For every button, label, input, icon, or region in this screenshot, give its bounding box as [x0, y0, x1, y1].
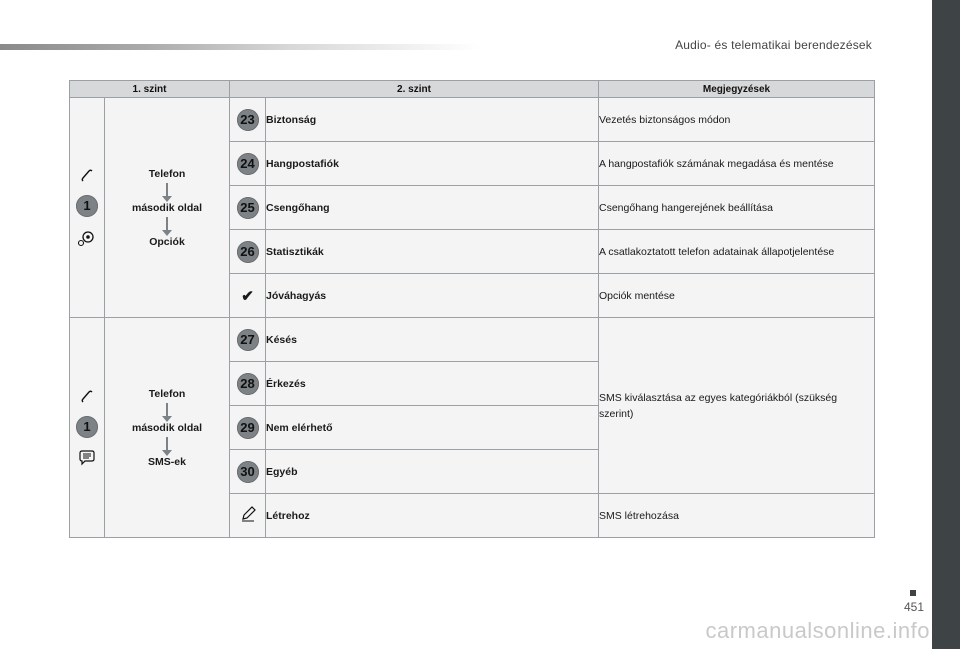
- table-row: [70, 98, 875, 142]
- path-step: Opciók: [149, 235, 185, 248]
- pencil-icon: [240, 506, 256, 522]
- col-header-level1: 1. szint: [70, 81, 230, 98]
- message-bubble-icon: [78, 450, 96, 466]
- item-name: Egyéb: [266, 450, 599, 494]
- item-name: Késés: [266, 318, 599, 362]
- item-note: Csengőhang hangerejének beállítása: [599, 186, 875, 230]
- level1-icons-cell: [70, 318, 105, 538]
- path-step: második oldal: [131, 201, 203, 214]
- item-name: Biztonság: [266, 98, 599, 142]
- item-number-badge: 25: [237, 197, 259, 219]
- menu-table: [69, 80, 875, 538]
- item-note: SMS létrehozása: [599, 494, 875, 538]
- path-step: SMS-ek: [148, 455, 186, 468]
- col-header-level2: 2. szint: [230, 81, 599, 98]
- col-header-notes: Megjegyzések: [599, 81, 875, 98]
- table-header-row: [70, 81, 875, 98]
- item-name: Statisztikák: [266, 230, 599, 274]
- item-number-badge: 29: [237, 417, 259, 439]
- down-arrow-icon: [166, 217, 168, 231]
- item-number-badge: 26: [237, 241, 259, 263]
- settings-gear-icon: [77, 229, 97, 247]
- item-number-badge: 28: [237, 373, 259, 395]
- down-arrow-icon: [166, 183, 168, 197]
- item-note-shared: SMS kiválasztása az egyes kategóriákból (szükség szerint): [599, 318, 875, 494]
- item-number-badge: 23: [237, 109, 259, 131]
- item-number-badge: 27: [237, 329, 259, 351]
- phone-icon: [80, 169, 94, 183]
- down-arrow-icon: [166, 437, 168, 451]
- path-step: második oldal: [131, 421, 203, 434]
- item-note: A hangpostafiók számának megadása és mentése: [599, 142, 875, 186]
- chapter-title: Audio- és telematikai berendezések: [675, 38, 872, 52]
- item-note: Opciók mentése: [599, 274, 875, 318]
- level1-icons-cell: [70, 98, 105, 318]
- path-step: Telefon: [148, 167, 186, 180]
- item-name: Hangpostafiók: [266, 142, 599, 186]
- checkmark-icon: ✔: [241, 287, 254, 305]
- item-note: A csatlakoztatott telefon adatainak állapotjelentése: [599, 230, 875, 274]
- header-rule: [0, 44, 480, 50]
- level1-path-cell: [105, 318, 230, 538]
- table-row: [70, 318, 875, 362]
- item-name: Csengőhang: [266, 186, 599, 230]
- item-note: Vezetés biztonságos módon: [599, 98, 875, 142]
- side-tab-bar: [932, 0, 960, 649]
- item-name: Nem elérhető: [266, 406, 599, 450]
- item-number-badge: 24: [237, 153, 259, 175]
- page-marker: [910, 590, 916, 596]
- level-badge: 1: [76, 416, 98, 438]
- watermark-text: carmanualsonline.info: [705, 618, 930, 643]
- path-step: Telefon: [148, 387, 186, 400]
- page-number: 451: [903, 600, 924, 614]
- item-name: Létrehoz: [266, 494, 599, 538]
- down-arrow-icon: [166, 403, 168, 417]
- level-badge: 1: [76, 195, 98, 217]
- item-number-badge: 30: [237, 461, 259, 483]
- phone-icon: [80, 390, 94, 404]
- level1-path-cell: [105, 98, 230, 318]
- item-name: Érkezés: [266, 362, 599, 406]
- item-name: Jóváhagyás: [266, 274, 599, 318]
